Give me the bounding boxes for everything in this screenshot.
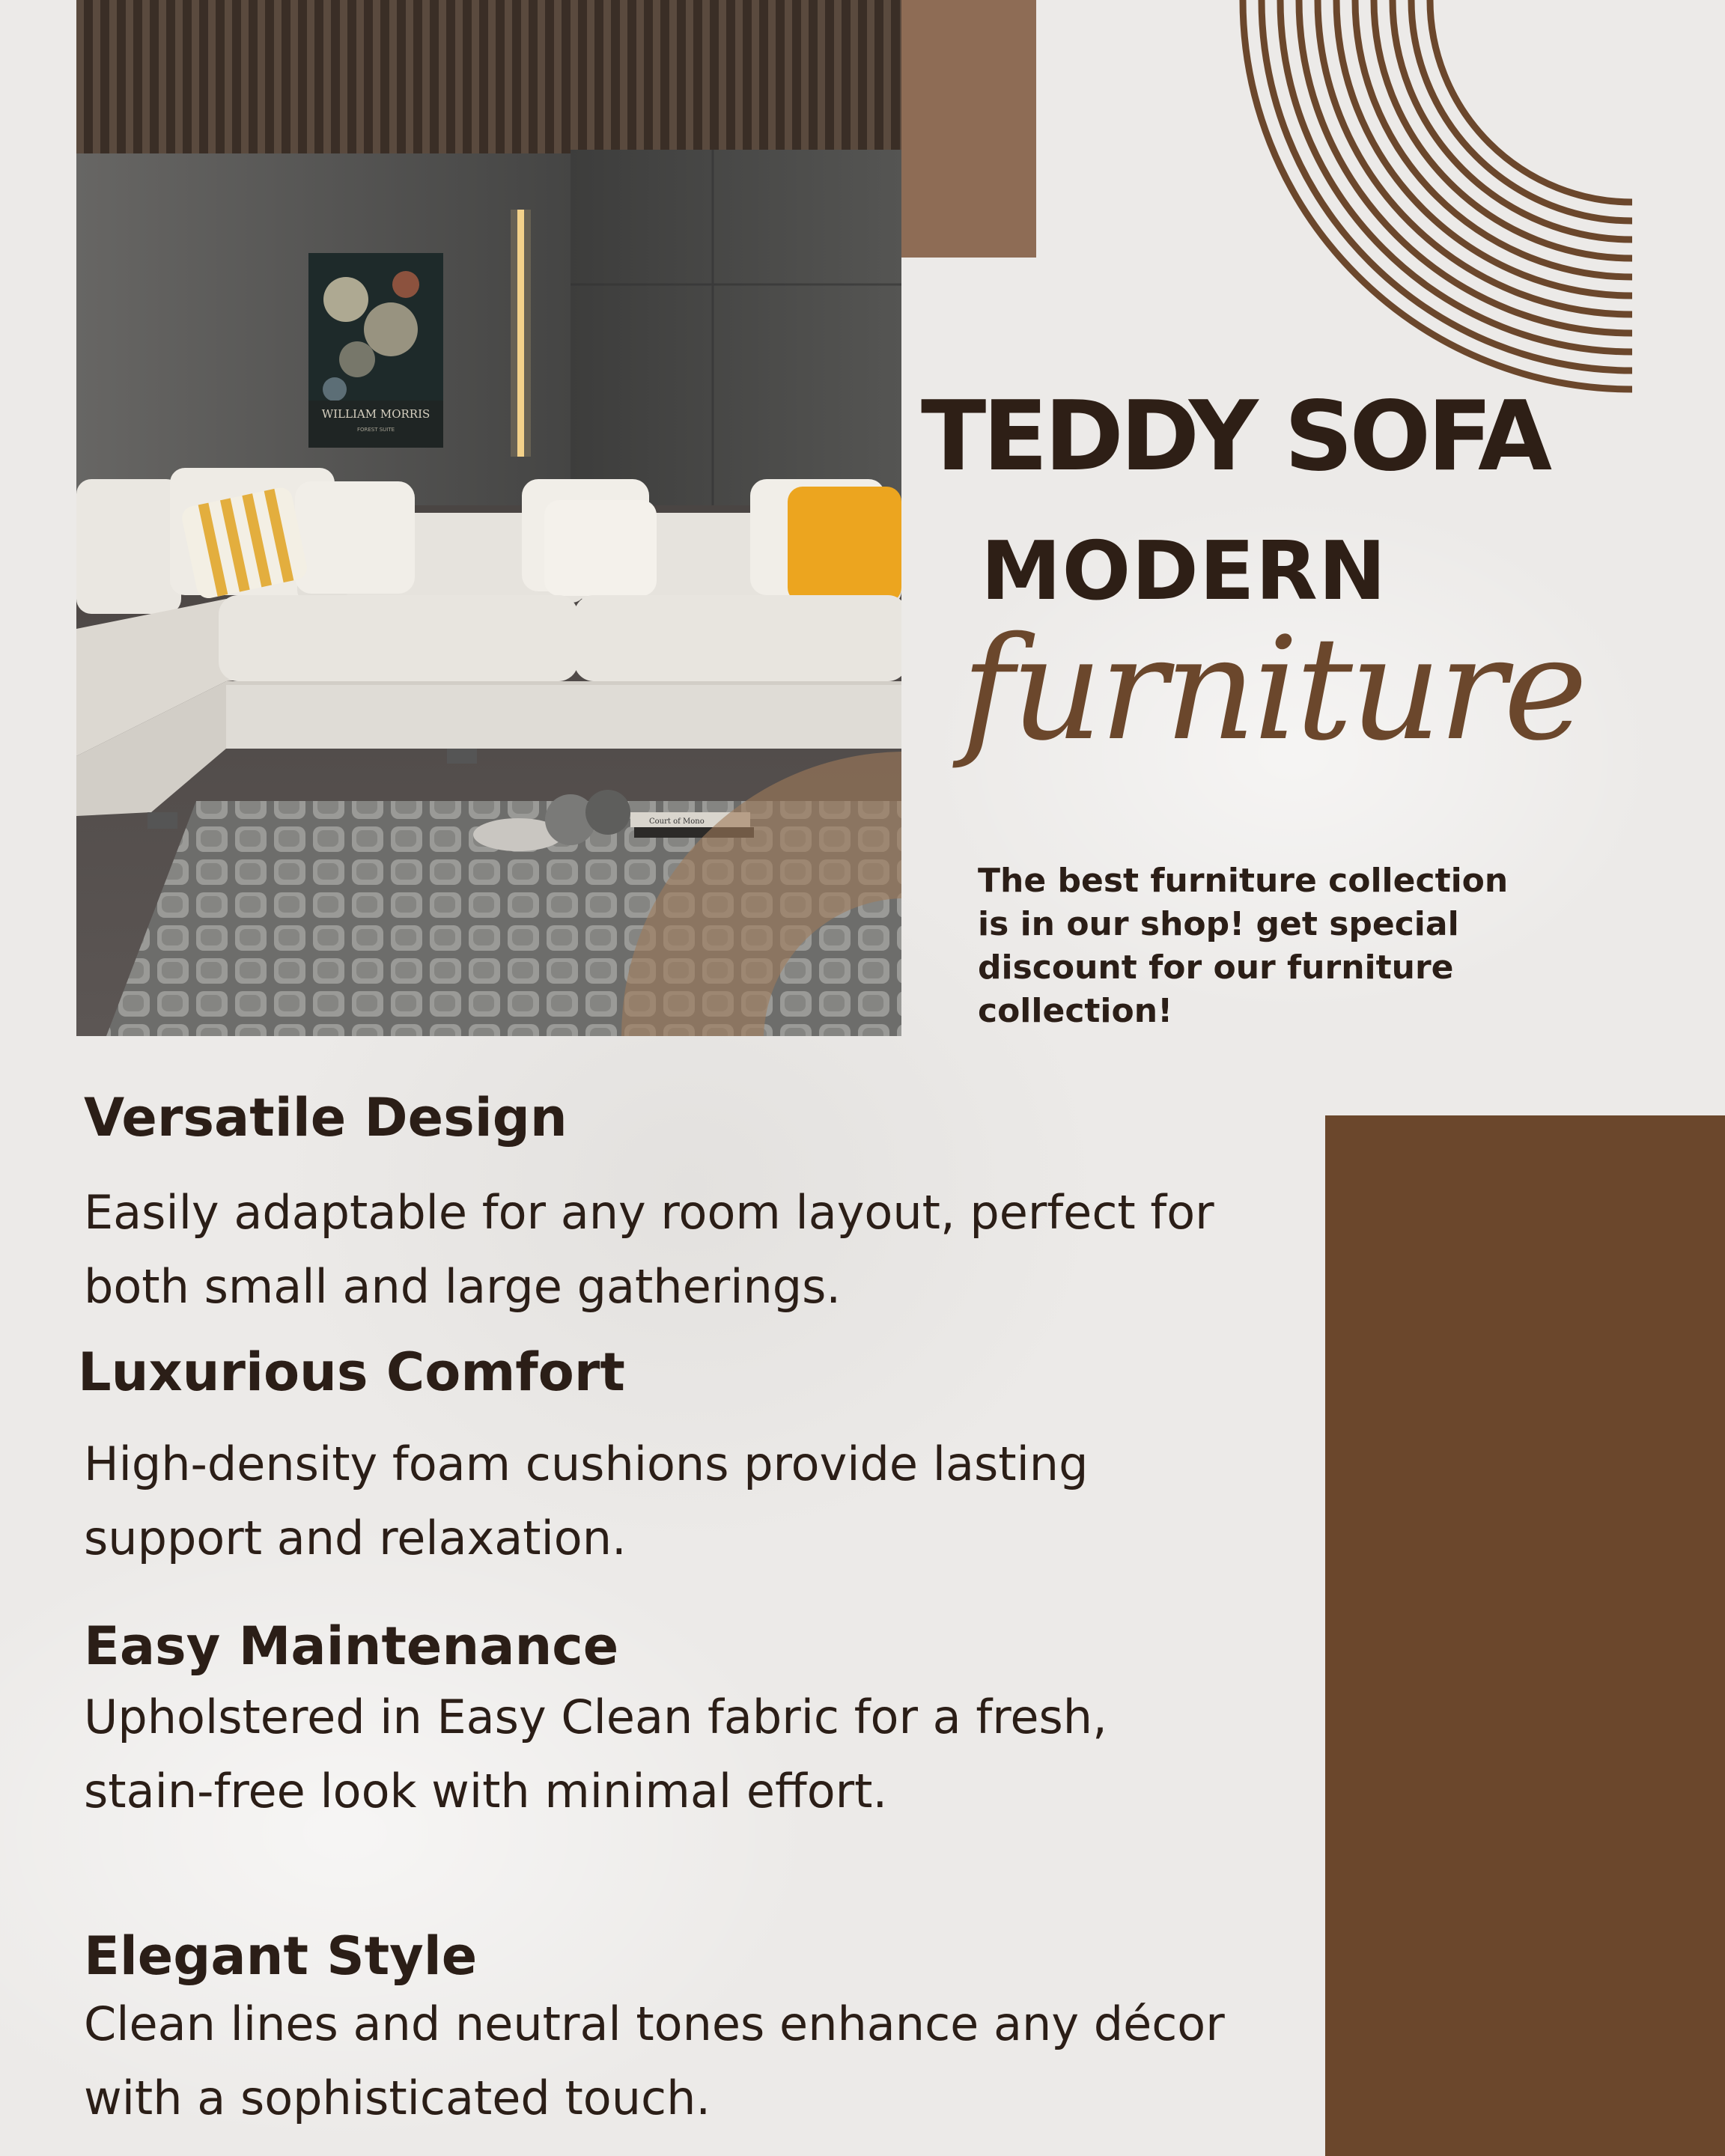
headline-title: TEDDY SOFA xyxy=(921,381,1548,493)
bottom-accent-block xyxy=(1325,1115,1725,2156)
top-accent-block xyxy=(901,0,1036,258)
feature-title-comfort: Luxurious Comfort xyxy=(78,1342,625,1403)
artwork-caption: WILLIAM MORRIS xyxy=(321,407,431,421)
concentric-arcs-decoration xyxy=(1228,0,1632,407)
feature-body-elegant: Clean lines and neutral tones enhance any décor with a sophisticated touch. xyxy=(84,1997,1225,2125)
headline-subtitle: MODERN xyxy=(981,525,1387,618)
book-title: Court of Mono xyxy=(649,817,705,826)
artwork-subcaption: FOREST SUITE xyxy=(356,427,395,433)
sofa-photo xyxy=(76,0,901,1036)
tagline: The best furniture collection is in our shop! get special discount for our furniture collection! xyxy=(978,862,1509,1030)
headline-script: furniture xyxy=(961,606,1585,772)
wall-artwork xyxy=(308,253,443,448)
feature-body-maintenance: Upholstered in Easy Clean fabric for a fresh, stain-free look with minimal effort. xyxy=(84,1690,1107,1818)
feature-body-versatile: Easily adaptable for any room layout, perfect for both small and large gatherings. xyxy=(84,1185,1214,1314)
feature-title-elegant: Elegant Style xyxy=(84,1925,478,1987)
feature-title-versatile: Versatile Design xyxy=(84,1087,568,1148)
feature-body-comfort: High-density foam cushions provide lasting support and relaxation. xyxy=(84,1437,1089,1565)
feature-title-maintenance: Easy Maintenance xyxy=(84,1616,619,1677)
